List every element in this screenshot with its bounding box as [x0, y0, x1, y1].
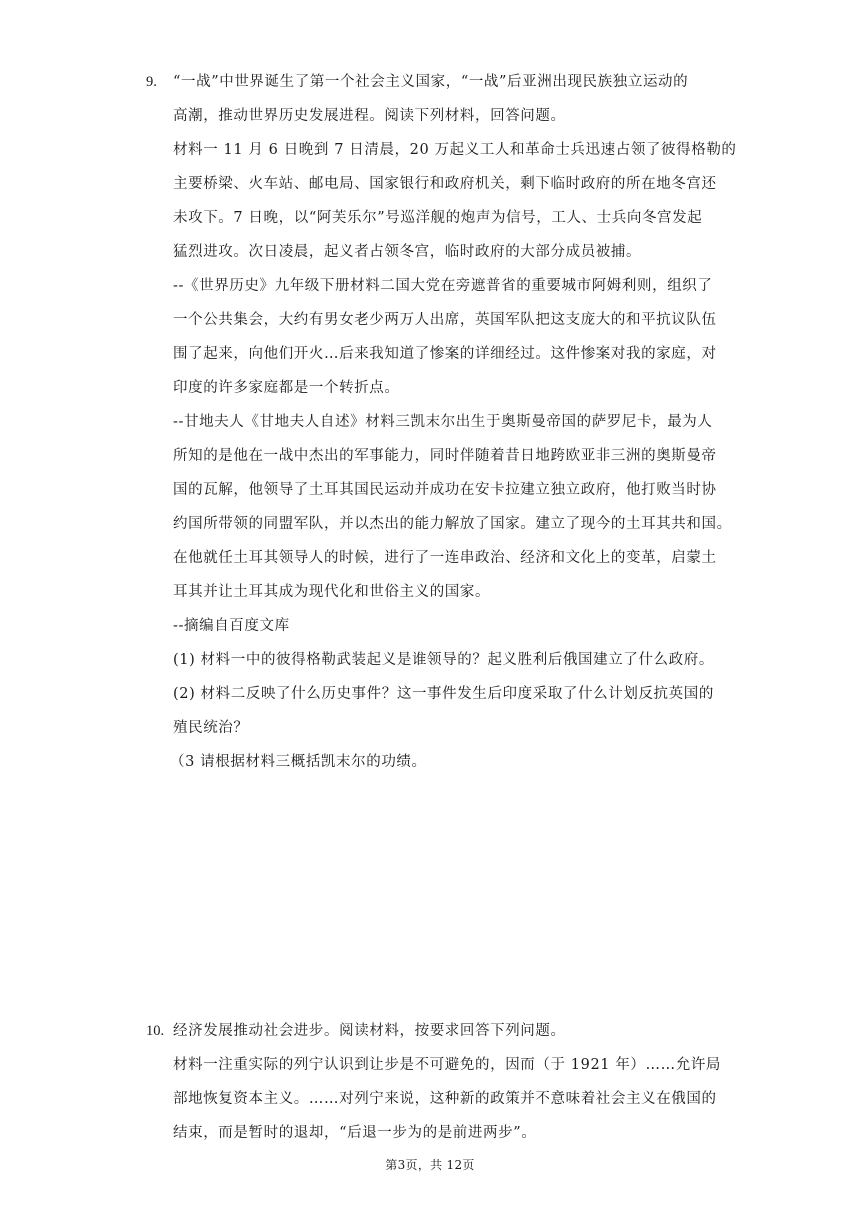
material-line: 所知的是他在一战中杰出的军事能力，同时伴随着昔日地跨欧亚非三洲的奥斯曼帝 — [173, 448, 717, 464]
sub-question-3: （3 请根据材料三概括凯末尔的功绩。 — [170, 754, 427, 770]
question-number: 9. — [146, 74, 157, 90]
material-line: 猛烈进攻。次日凌晨，起义者占领冬宫，临时政府的大部分成员被捕。 — [173, 244, 642, 260]
material-line: 材料一注重实际的列宁认识到让步是不可避免的，因而（于 1921 年）……允许局 — [173, 1057, 722, 1073]
question-stem-line: “一战”中世界诞生了第一个社会主义国家，“一战”后亚洲出现民族独立运动的 — [173, 74, 689, 90]
material-line: 材料一 11 月 6 日晚到 7 日清晨，20 万起义工人和革命士兵迅速占领了彼得格勒的 — [173, 142, 737, 158]
material-line: 印度的许多家庭都是一个转折点。 — [173, 380, 400, 396]
material-line: 围了起来，向他们开火…后来我知道了惨案的详细经过。这件惨案对我的家庭，对 — [173, 346, 717, 362]
material-line: 主要桥梁、火车站、邮电局、国家银行和政府机关，剩下临时政府的所在地冬宫还 — [173, 176, 717, 192]
material-line: 一个公共集会，大约有男女老少两万人出席，英国军队把这支庞大的和平抗议队伍 — [173, 312, 717, 328]
page-number-footer: 第3页，共 12页 — [385, 1158, 475, 1172]
material-line: 国的瓦解，他领导了土耳其国民运动并成功在安卡拉建立独立政府，他打败当时协 — [173, 482, 717, 498]
question-stem-line: 经济发展推动社会进步。阅读材料，按要求回答下列问题。 — [173, 1023, 566, 1039]
material-line: --《世界历史》九年级下册材料二国大党在旁遮普省的重要城市阿姆利则，组织了 — [173, 278, 713, 294]
material-line: --甘地夫人《甘地夫人自述》材料三凯末尔出生于奥斯曼帝国的萨罗尼卡，最为人 — [173, 414, 713, 430]
question-stem-line: 高潮，推动世界历史发展进程。阅读下列材料，回答问题。 — [173, 108, 566, 124]
sub-question-2: (2) 材料二反映了什么历史事件？这一事件发生后印度采取了什么计划反抗英国的 — [173, 686, 714, 702]
material-line: 约国所带领的同盟军队，并以杰出的能力解放了国家。建立了现今的土耳其共和国。 — [173, 516, 732, 532]
material-line: 未攻下。7 日晚，以“阿芙乐尔”号巡洋舰的炮声为信号，工人、士兵向冬宫发起 — [173, 210, 703, 226]
material-line: 结束，而是暂时的退却，“后退一步为的是前进两步”。 — [173, 1125, 537, 1141]
question-number: 10. — [146, 1023, 165, 1039]
material-line: 在他就任土耳其领导人的时候，进行了一连串政治、经济和文化上的变革，启蒙土 — [173, 550, 717, 566]
sub-question-1: (1) 材料一中的彼得格勒武装起义是谁领导的？起义胜利后俄国建立了什么政府。 — [173, 652, 714, 668]
sub-question-2-cont: 殖民统治？ — [173, 720, 249, 736]
source-citation: --摘编自百度文库 — [173, 618, 290, 634]
material-line: 部地恢复资本主义。……对列宁来说，这种新的政策并不意味着社会主义在俄国的 — [173, 1091, 717, 1107]
material-line: 耳其并让土耳其成为现代化和世俗主义的国家。 — [173, 584, 491, 600]
